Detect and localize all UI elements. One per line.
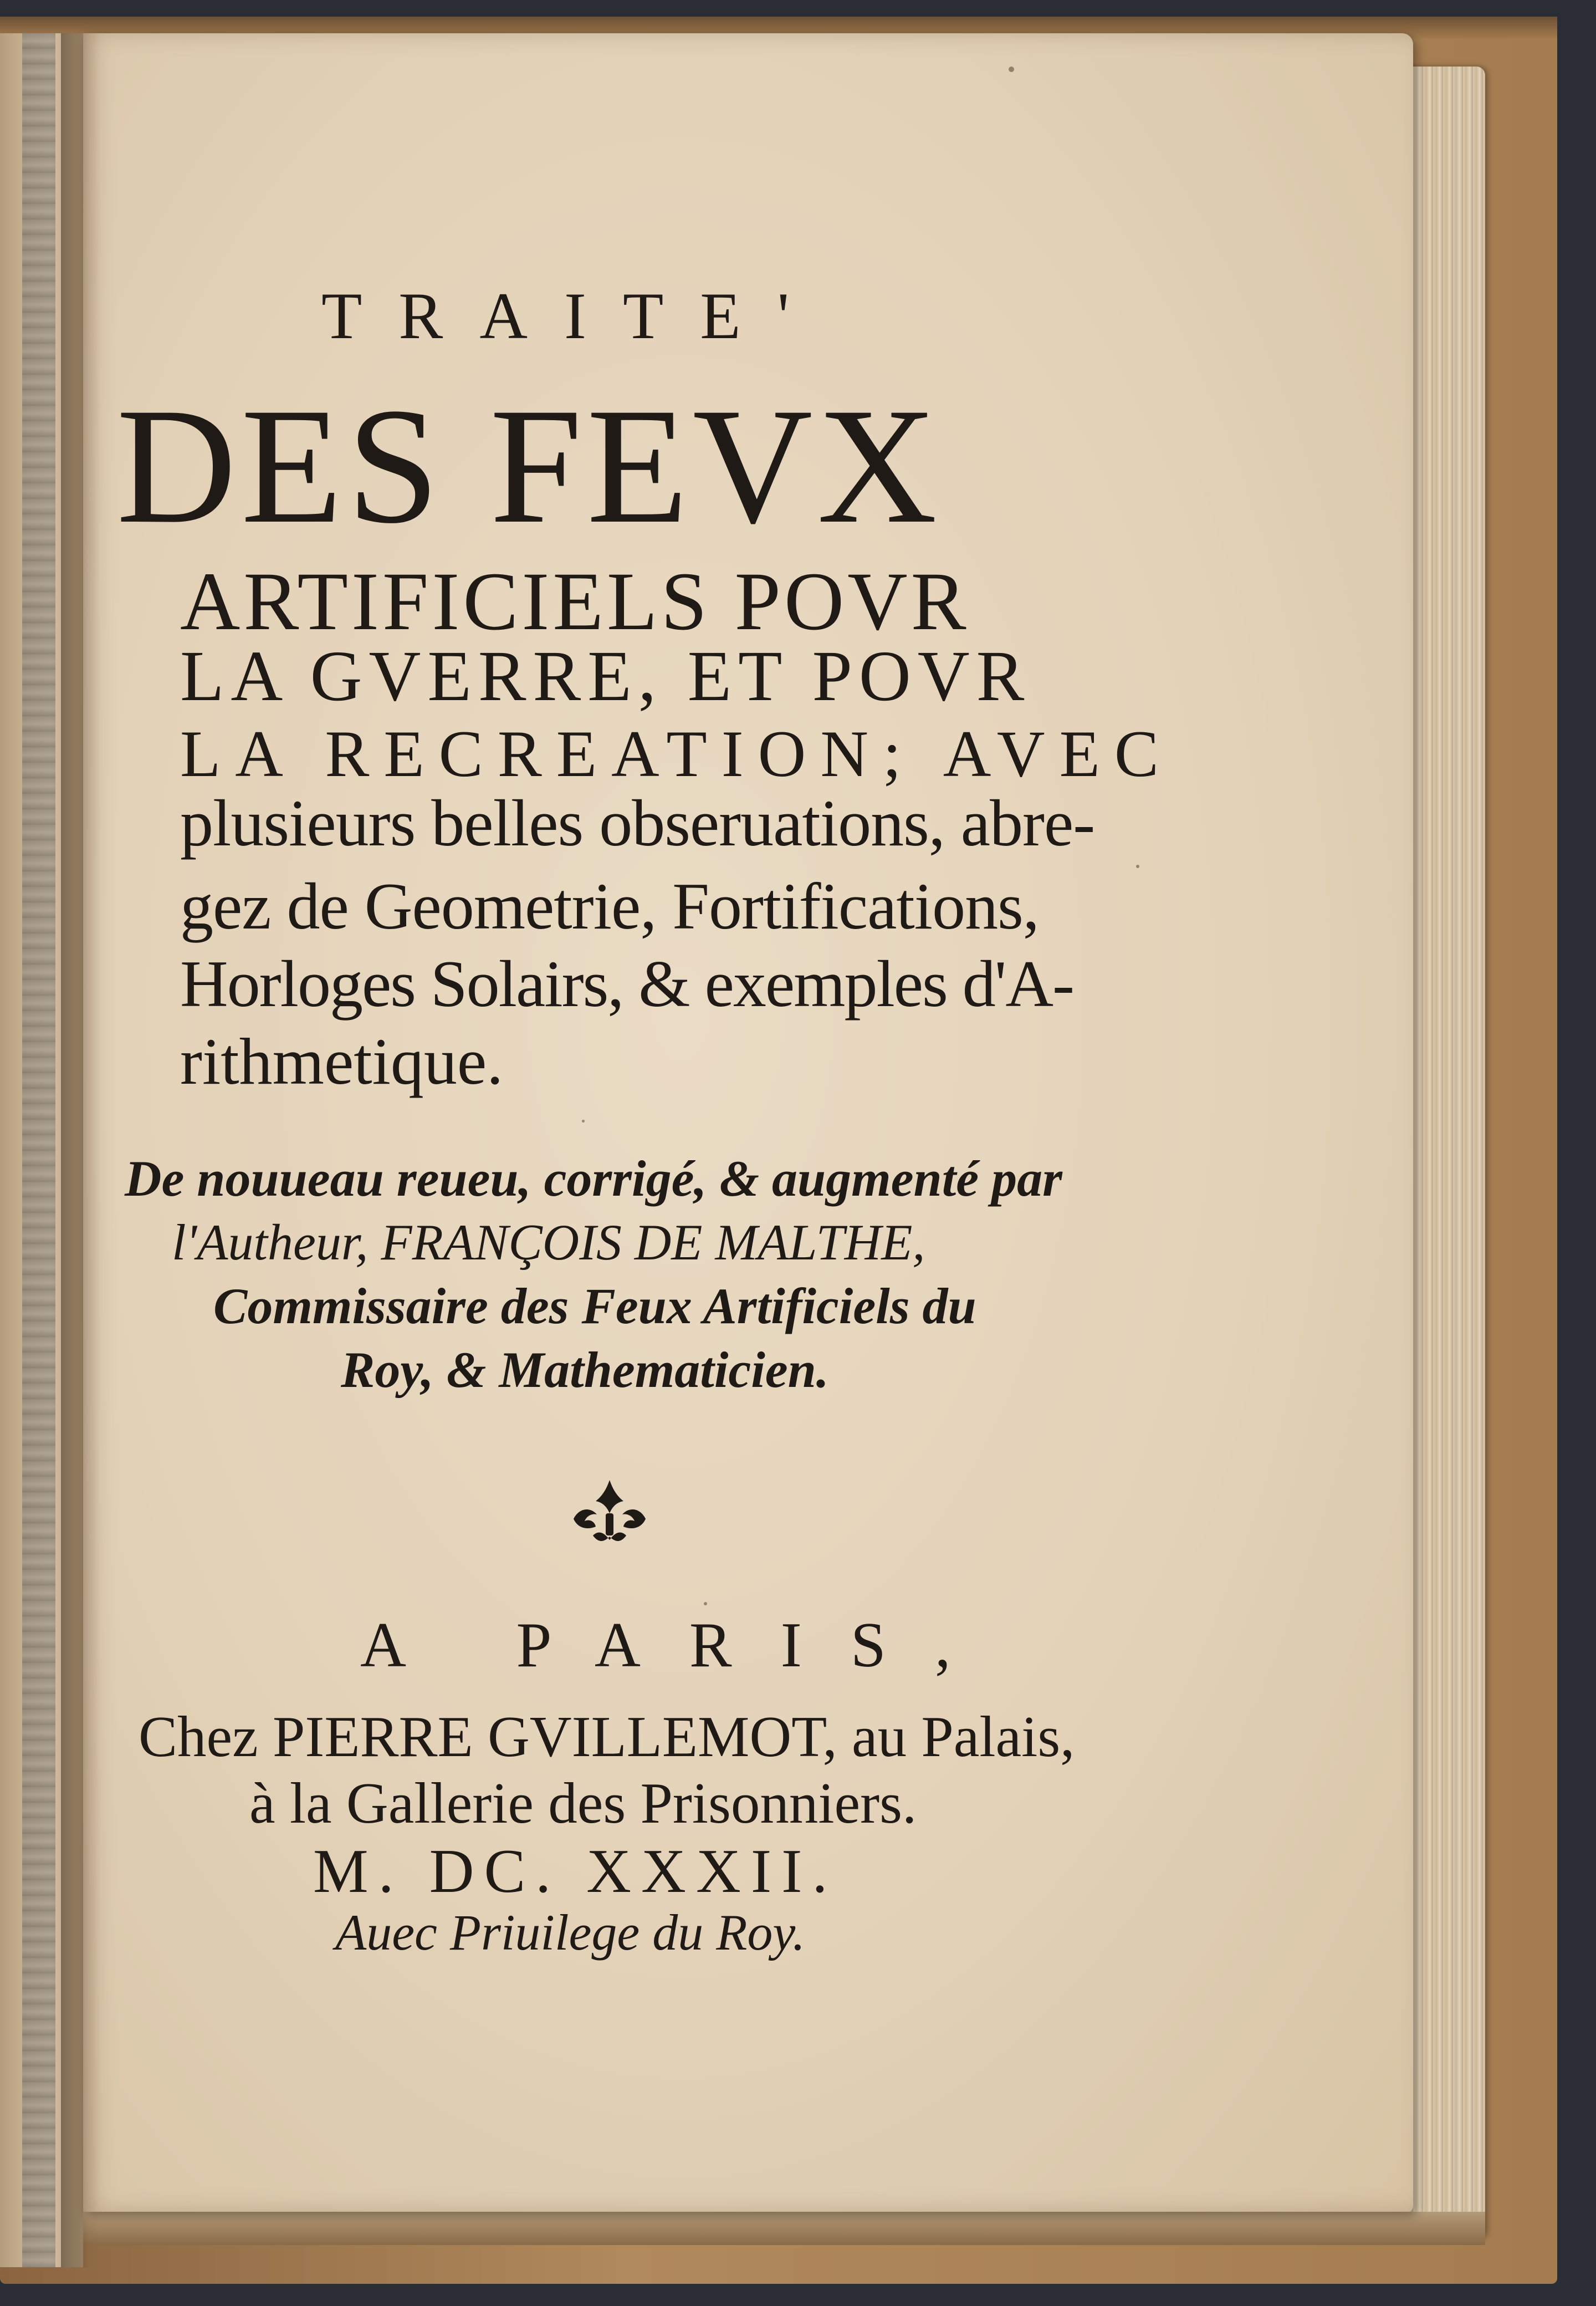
place-line: A PARIS, — [360, 1610, 1000, 1680]
subtitle-line-3: Horloges Solairs, & exemples d'A- — [180, 947, 1074, 1021]
paper-speck — [1136, 865, 1139, 868]
title-line-artificiels: ARTIFICIELS POVR — [180, 555, 970, 647]
author-line-2: l'Autheur, FRANÇOIS DE MALTHE, — [172, 1214, 925, 1271]
address-line: à la Gallerie des Prisonniers. — [249, 1771, 917, 1835]
subtitle-line-2: gez de Geometrie, Fortifications, — [180, 869, 1039, 943]
date-line: M. DC. XXXII. — [313, 1837, 838, 1906]
gutter-shadow — [61, 33, 100, 2267]
spine-stitching — [22, 33, 55, 2267]
privilege-line: Auec Priuilege du Roy. — [335, 1904, 806, 1961]
printer-line: Chez PIERRE GVILLEMOT, au Palais, — [139, 1704, 1075, 1769]
author-line-3: Commissaire des Feux Artificiels du — [213, 1278, 976, 1334]
title-line-des-feux: DES FEVX — [116, 374, 942, 558]
title-line-recreation: LA RECREATION; AVEC — [180, 717, 1173, 790]
subtitle-line-4: rithmetique. — [180, 1024, 504, 1098]
subtitle-line-1: plusieurs belles obseruations, abre- — [180, 786, 1095, 860]
author-line-1: De nouueau reueu, corrigé, & augmenté par — [125, 1150, 1062, 1207]
title-line-traite: TRAITE' — [321, 279, 826, 353]
fleuron-ornament-icon — [562, 1475, 657, 1547]
paper-speck — [582, 1120, 585, 1123]
author-line-4: Roy, & Mathematicien. — [341, 1341, 829, 1398]
paper-speck — [1009, 67, 1014, 72]
cover-bottom-edge — [83, 2212, 1485, 2245]
title-line-guerre: LA GVERRE, ET POVR — [180, 636, 1031, 716]
paper-speck — [704, 1602, 707, 1605]
